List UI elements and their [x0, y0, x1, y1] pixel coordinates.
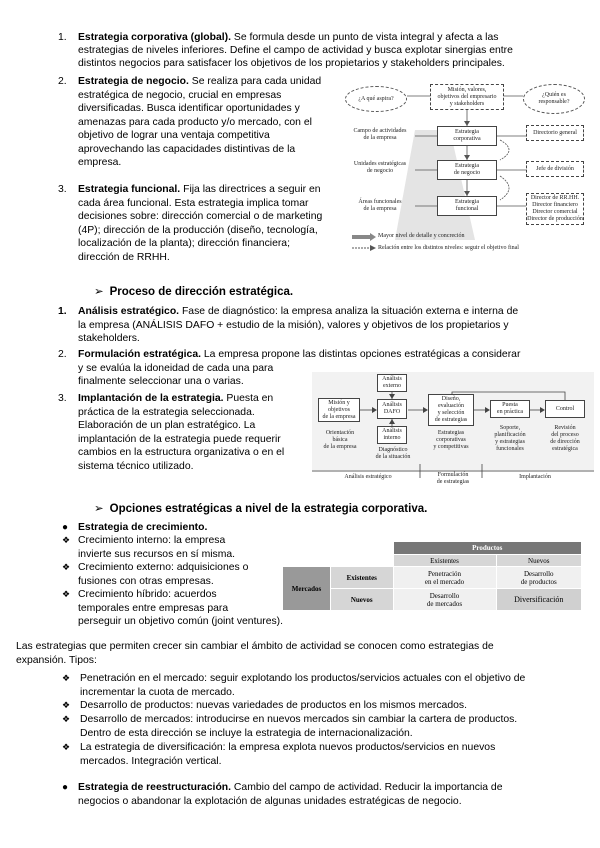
bullet-line: mercados. Integración vertical. — [80, 755, 222, 767]
item-number: 2. — [58, 349, 67, 360]
diversification-cell: Diversificación — [496, 589, 582, 611]
paragraph-line: expansión. Tipos: — [16, 654, 97, 666]
mission-box: Misión, valores, objetivos del empresario y stakeholders — [430, 84, 504, 110]
corporate-strategy-box: Estrategia corporativa — [437, 126, 497, 146]
phase-analysis-label: Análisis estratégico — [344, 474, 392, 480]
control-box: Control — [545, 400, 585, 418]
diamond-bullet-icon: ❖ — [62, 535, 71, 545]
review-label: Revisión del proceso de dirección estratégica — [550, 425, 580, 452]
diamond-bullet-icon: ❖ — [62, 714, 71, 724]
business-units-label: Unidades estratégicas de negocio — [353, 161, 407, 174]
bullet-dot-icon: ● — [62, 522, 69, 533]
bullet-line: Desarrollo de mercados: introducirse en nuevos mercados sin cambiar la cartera de productos. — [80, 714, 518, 725]
diamond-bullet-icon: ❖ — [62, 742, 71, 752]
support-label: Soporte, planificación y estrategias funcionales — [494, 425, 526, 452]
paragraph-line: estrategias de niveles inferiores. Define el campo de actividad y busca explotar sinergias entre — [78, 45, 513, 56]
phase-implementation-label: Implantación — [519, 474, 551, 480]
arrowhead-icon: ➢ — [94, 503, 104, 515]
orientation-label: Orientación básica de la empresa — [323, 430, 357, 450]
col-existing: Existentes — [393, 555, 496, 567]
paragraph-line: y se evalúa la idoneidad de cada una para — [78, 362, 274, 374]
paragraph-line: diversificadas. Busca identificar oportunidades y — [78, 103, 300, 114]
paragraph-line: Las estrategias que permiten crecer sin cambiar el ámbito de actividad se conocen como estrategias de — [16, 641, 494, 652]
legend-thick-arrow-icon — [352, 233, 376, 241]
paragraph-line: localización de la planta); dirección financiera; — [78, 238, 290, 249]
bullet-line: temporales entre empresas para — [78, 602, 229, 614]
division-head-box: Jefe de división — [526, 161, 584, 177]
internal-analysis-box: Análisis interno — [377, 426, 407, 444]
bullet-line: Crecimiento interno: la empresa — [78, 535, 226, 546]
general-director-box: Directorio general — [526, 125, 584, 141]
diagnosis-label: Diagnóstico de la situación — [375, 447, 411, 460]
bullet-dot-icon: ● — [62, 782, 69, 793]
paragraph-line: Formulación estratégica. La empresa propone las distintas opciones estratégicas a considerar — [78, 349, 521, 360]
bullet-line: invierte sus recursos en sí misma. — [78, 548, 236, 560]
paragraph-line: (4P); dirección de la producción (diseño, tecnología, — [78, 224, 318, 236]
item-number: 3. — [58, 184, 67, 195]
diagram1-connectors — [340, 80, 600, 240]
paragraph-line: cambios en la estructura organizativa o en el — [78, 447, 285, 458]
paragraph-line: implantación de la estrategia puede requerir — [78, 433, 281, 445]
item-title: Estrategia de negocio. — [78, 76, 189, 87]
item-title: Análisis estratégico. — [78, 306, 180, 317]
functional-directors-box: Director de RR.HH. Director financiero Director comercial Director de producción — [526, 193, 584, 225]
external-analysis-box: Análisis externo — [377, 374, 407, 392]
paragraph-line: práctica de la estrategia seleccionada. — [78, 406, 255, 418]
products-header: Productos — [393, 542, 582, 555]
mission-objectives-box: Misión y objetivos de la empresa — [318, 398, 360, 422]
implementation-box: Puesta en práctica — [490, 400, 530, 418]
item-number: 1. — [58, 32, 67, 43]
bullet-line: perseguir un objetivo común (joint ventures). — [78, 616, 284, 627]
bullet-line: Desarrollo de productos: nuevas variedades de productos en los mismos mercados. — [80, 700, 467, 711]
markets-header: Mercados — [283, 567, 331, 611]
legend-detail-label: Mayor nivel de detalle y concreción — [378, 233, 465, 239]
diamond-bullet-icon: ❖ — [62, 562, 71, 572]
item-number: 3. — [58, 393, 67, 404]
bullet-line: Crecimiento externo: adquisiciones o — [78, 562, 249, 573]
row-new: Nuevos — [331, 589, 394, 611]
business-strategy-box: Estrategia de negocio — [437, 160, 497, 180]
responsible-ellipse: ¿Quién es responsable? — [523, 84, 585, 114]
dafo-analysis-box: Análisis DAFO — [377, 399, 407, 419]
market-development-cell: Desarrollo de mercados — [393, 589, 496, 611]
bullet-line: Penetración en el mercado: seguir explotando los productos/servicios actuales con el objetivo de — [80, 673, 526, 684]
arrowhead-icon: ➢ — [94, 286, 104, 298]
paragraph-line: amenazas para cada producto y/o mercado, con el — [78, 116, 312, 128]
item-title: Estrategia corporativa (global). — [78, 32, 232, 43]
activity-field-label: Campo de actividades de la empresa — [353, 128, 407, 141]
paragraph-line: negocios o abandonar la explotación de algunas unidades estratégicas de negocio. — [78, 795, 462, 807]
paragraph-line: estratégica de negocio, crucial en empresas — [78, 89, 282, 101]
paragraph-line: objetivo de lograr una ventaja competitiva — [78, 130, 270, 141]
legend-dashed-arrow-icon — [352, 244, 376, 252]
item-number: 1. — [58, 306, 67, 317]
paragraph-line: decisiones sobre: dirección comercial o de marketing — [78, 211, 323, 222]
paragraph-line: finalmente seleccionar una o varias. — [78, 376, 244, 387]
paragraph-line: Estrategia corporativa (global). Se formula desde un punto de vista integral y afecta a las — [78, 32, 499, 43]
bullet-line: incrementar la cuota de mercado. — [80, 686, 235, 698]
paragraph-line: Análisis estratégico. Fase de diagnóstico: la empresa analiza la situación externa e interna de — [78, 306, 519, 317]
item-title: Implantación de la estrategia. — [78, 393, 224, 404]
item-title: Estrategia funcional. — [78, 184, 181, 195]
options-heading: ➢ Opciones estratégicas a nivel de la estrategia corporativa. — [94, 503, 428, 515]
bullet-line: fusiones con otras empresas. — [78, 575, 214, 587]
market-penetration-cell: Penetración en el mercado — [393, 567, 496, 589]
paragraph-line: aprovechando las capacidades distintivas de la — [78, 143, 296, 155]
item-number: 2. — [58, 76, 67, 87]
diamond-bullet-icon: ❖ — [62, 700, 71, 710]
paragraph-line: stakeholders. — [78, 333, 140, 344]
paragraph-line: cada área funcional. Esta estrategia implica tomar — [78, 197, 309, 209]
diagram2-connectors — [312, 372, 594, 482]
paragraph-line: la empresa (ANÁLISIS DAFO + estudio de la misión), valores y objetivos de los propietarios y — [78, 319, 509, 331]
paragraph-line: Estrategia de negocio. Se realiza para cada unidad — [78, 76, 322, 87]
phase-formulation-label: Formulación de estrategias — [436, 472, 470, 485]
restructuring-title: Estrategia de reestructuración. — [78, 782, 232, 793]
bullet-line: La estrategia de diversificación: la empresa explota nuevos productos/servicios en nuevos — [80, 742, 496, 753]
paragraph-line: Estrategia funcional. Fija las directrices a seguir en — [78, 184, 321, 195]
paragraph-line: distintos negocios para satisfacer los objetivos de los propietarios y stakeholders principales. — [78, 58, 505, 69]
corporate-strategies-label: Estrategias corporativas y competitivas — [433, 430, 469, 450]
product-development-cell: Desarrollo de productos — [496, 567, 582, 589]
paragraph-line: Implantación de la estrategia. Puesta en — [78, 393, 274, 404]
aspiration-ellipse: ¿A qué aspira? — [345, 86, 407, 112]
bullet-line: Crecimiento híbrido: acuerdos — [78, 589, 217, 600]
paragraph-line: empresa. — [78, 157, 122, 168]
strategy-design-box: Diseño, evaluación y selección de estrategias — [428, 394, 474, 426]
functional-strategy-box: Estrategia funcional — [437, 196, 497, 216]
row-existing: Existentes — [331, 567, 394, 589]
bullet-line: Dentro de esta dirección se incluye la estrategia de internacionalización. — [80, 727, 413, 739]
paragraph-line: sistema técnico utilizado. — [78, 460, 194, 472]
paragraph-line: dirección de RRHH. — [78, 251, 170, 263]
legend-relation-label: Relación entre los distintos niveles: seguir el objetivo final — [378, 245, 519, 251]
ansoff-matrix — [282, 541, 582, 611]
diamond-bullet-icon: ❖ — [62, 673, 71, 683]
paragraph-line: Estrategia de reestructuración. Cambio del campo de actividad. Reducir la importancia de — [78, 782, 503, 793]
process-heading: ➢ Proceso de dirección estratégica. — [94, 286, 294, 298]
paragraph-line: Elaboración de un plan estratégico. La — [78, 420, 256, 431]
growth-title: Estrategia de crecimiento. — [78, 522, 208, 533]
item-title: Formulación estratégica. — [78, 349, 201, 360]
functional-areas-label: Áreas funcionales de la empresa — [358, 199, 402, 212]
diamond-bullet-icon: ❖ — [62, 589, 71, 599]
col-new: Nuevos — [496, 555, 582, 567]
